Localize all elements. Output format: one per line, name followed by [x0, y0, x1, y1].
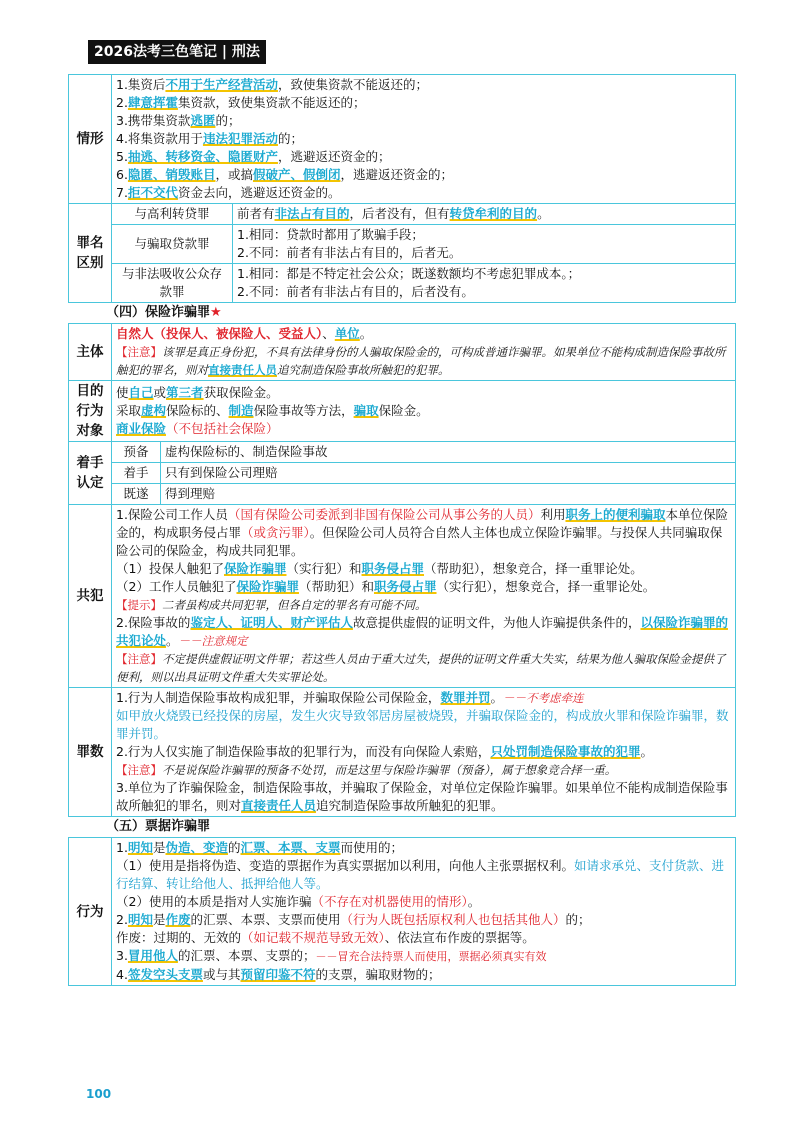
- star-icon: ★: [210, 305, 222, 320]
- stage-table: [111, 441, 736, 505]
- tip: 【提示】二者虽构成共同犯罪，但各自定的罪名有可能不同。: [116, 598, 427, 612]
- compare-name: 与骗取贷款罪: [112, 225, 233, 264]
- qingxing-lines: [112, 75, 735, 203]
- header-title: 2026法考三色笔记 | 刑法: [94, 44, 260, 60]
- qingxing-line: 3.携带集资款逃匿的；: [116, 113, 241, 128]
- label-zuishu: 罪数: [69, 688, 112, 817]
- stage-row: 着手 只有到保险公司理赔: [112, 463, 736, 484]
- compare-row: [112, 264, 736, 303]
- compare-name: 与高利转贷罪: [112, 204, 233, 225]
- qingxing-line: 4.将集资款用于违法犯罪活动的；: [116, 131, 303, 146]
- row-xingwei: 行为 1.明知是伪造、变造的汇票、本票、支票而使用的； （1）使用是指将伪造、变造的票据作为真实票据加以利用，向他人主张票据权利。如请求承兑、支付货款、进行结算、转让给他人、抵押给他人等。 （2）使用的本质是指对人实施诈骗（不存在对机器使用的情形）。 2.明知是作废的汇票、本票、支票而使用（行为人既包括原权利人也包括其他人）的； 作废：过期的、无效的（如记载不规范导致无效）、依法宣布作废的票据等。 3.冒用他人的汇票、本票、支票的；－－冒充合法持票人而使用，票据必须真实有效 4.签发空头支票或与其预留印鉴不符的支票，骗取财物的；: [69, 838, 736, 986]
- row-mudi: 目的行为对象 使自己或第三者获取保险金。 采取虚构保险标的、制造保险事故等方法，骗取保险金。 商业保险（不包括社会保险）: [69, 381, 736, 442]
- row-zuiming: [69, 204, 736, 303]
- table-part3: [68, 837, 736, 986]
- row-zuishu: 罪数 1.行为人制造保险事故构成犯罪，并骗取保险公司保险金，数罪并罚。－－不考虑牵连 如甲放火烧毁已经投保的房屋，发生火灾导致邻居房屋被烧毁，并骗取保险金的，构成放火罪和保险诈骗罪，数罪并罚。 2.行为人仅实施了制造保险事故的犯罪行为，而没有向保险人索赔，只处罚制造保险事故的犯罪。 【注意】不是说保险诈骗罪的预备不处罚，而是这里与保险诈骗罪（预备），属于想象竞合择一重。 3.单位为了诈骗保险金，制造保险事故，并骗取了保险金，对单位定保险诈骗罪。如果单位不能构成制造保险事故所触犯的罪名，则对直接责任人员追究制造保险事故所触犯的犯罪。: [69, 688, 736, 817]
- compare-text: 前者有非法占有目的，后者没有，但有转贷牟利的目的。: [233, 204, 736, 225]
- label-gongfan: 共犯: [69, 505, 112, 688]
- compare-row: [112, 204, 736, 225]
- note: 【注意】该罪是真正身份犯，不具有法律身份的人骗取保险金的，可构成普通诈骗罪。如果单位不能构成制造保险事故所触犯的罪名，则对直接责任人员追究制造保险事故所触犯的犯罪。: [116, 345, 726, 377]
- stage-row: 既遂 得到理赔: [112, 484, 736, 505]
- notes-content: [68, 74, 736, 986]
- section-title: （五）票据诈骗罪: [106, 819, 211, 834]
- label-zuiming: 罪名区别: [69, 204, 112, 303]
- compare-text: 1.相同：都是不特定社会公众；既遂数额均不考虑犯罪成本。； 2.不同：前者有非法占有目的，后者没有。: [233, 264, 736, 303]
- qingxing-line: 7.拒不交代资金去向，逃避返还资金的。: [116, 185, 341, 200]
- page-number: 100: [86, 1087, 112, 1101]
- label-zhuti: 主体: [69, 324, 112, 381]
- qingxing-line: 5.抽逃、转移资金、隐匿财产，逃避返还资金的；: [116, 149, 391, 164]
- compare-table: [111, 203, 736, 303]
- label-xingwei: 行为: [69, 838, 112, 986]
- qingxing-line: 1.集资后不用于生产经营活动，致使集资款不能返还的；: [116, 77, 428, 92]
- row-gongfan: 共犯 1.保险公司工作人员（国有保险公司委派到非国有保险公司从事公务的人员）利用职务上的便利骗取本单位保险金的，构成职务侵占罪（或贪污罪）。但保险公司人员符合自然人主体也成立保险诈骗罪。与投保人共同骗取保险公司的保险金，构成共同犯罪。 （1）投保人触犯了保险诈骗罪（实行犯）和职务侵占罪（帮助犯），想象竞合，择一重罪论处。 （2）工作人员触犯了保险诈骗罪（帮助犯）和职务侵占罪（实行犯），想象竞合，择一重罪论处。 【提示】二者虽构成共同犯罪，但各自定的罪名有可能不同。 2.保险事故的鉴定人、证明人、财产评估人故意提供虚假的证明文件，为他人诈骗提供条件的，以保险诈骗罪的共犯论处。－－注意规定 【注意】不定提供虚假证明文件罪；若这些人员由于重大过失，提供的证明文件重大失实，结果为他人骗取保险金提供了便利，则以出具证明文件重大失实罪论处。: [69, 505, 736, 688]
- table-part2: [68, 323, 736, 817]
- row-zhuti: 主体 自然人（投保人、被保险人、受益人）、单位。 【注意】该罪是真正身份犯，不具有法律身份的人骗取保险金的，可构成普通诈骗罪。如果单位不能构成制造保险事故所触犯的罪名，则对直接责任人员追究制造保险事故所触犯的犯罪。: [69, 324, 736, 381]
- label-zhuoshou: 着手认定: [69, 442, 112, 505]
- qingxing-line: 6.隐匿、销毁账目，或搞假破产、假倒闭，逃避返还资金的；: [116, 167, 453, 182]
- label-mudi: 目的行为对象: [69, 381, 112, 442]
- note: 【注意】不定提供虚假证明文件罪；若这些人员由于重大过失，提供的证明文件重大失实，结果为他人骗取保险金提供了便利，则以出具证明文件重大失实罪论处。: [116, 652, 726, 684]
- compare-row: [112, 225, 736, 264]
- label-qingxing: 情形: [69, 75, 112, 204]
- page-header: [88, 40, 266, 64]
- row-zhuoshou: [69, 442, 736, 505]
- compare-text: 1.相同：贷款时都用了欺骗手段； 2.不同：前者有非法占有目的，后者无。: [233, 225, 736, 264]
- compare-name: 与非法吸收公众存款罪: [112, 264, 233, 303]
- note: 【注意】不是说保险诈骗罪的预备不处罚，而是这里与保险诈骗罪（预备），属于想象竞合择一重。: [116, 763, 617, 777]
- qingxing-line: 2.肆意挥霍集资款，致使集资款不能返还的；: [116, 95, 366, 110]
- row-qingxing: [69, 75, 736, 204]
- table-part1: [68, 74, 736, 303]
- stage-row: 预备 虚构保险标的、制造保险事故: [112, 442, 736, 463]
- section-title: （四）保险诈骗罪★: [106, 305, 222, 320]
